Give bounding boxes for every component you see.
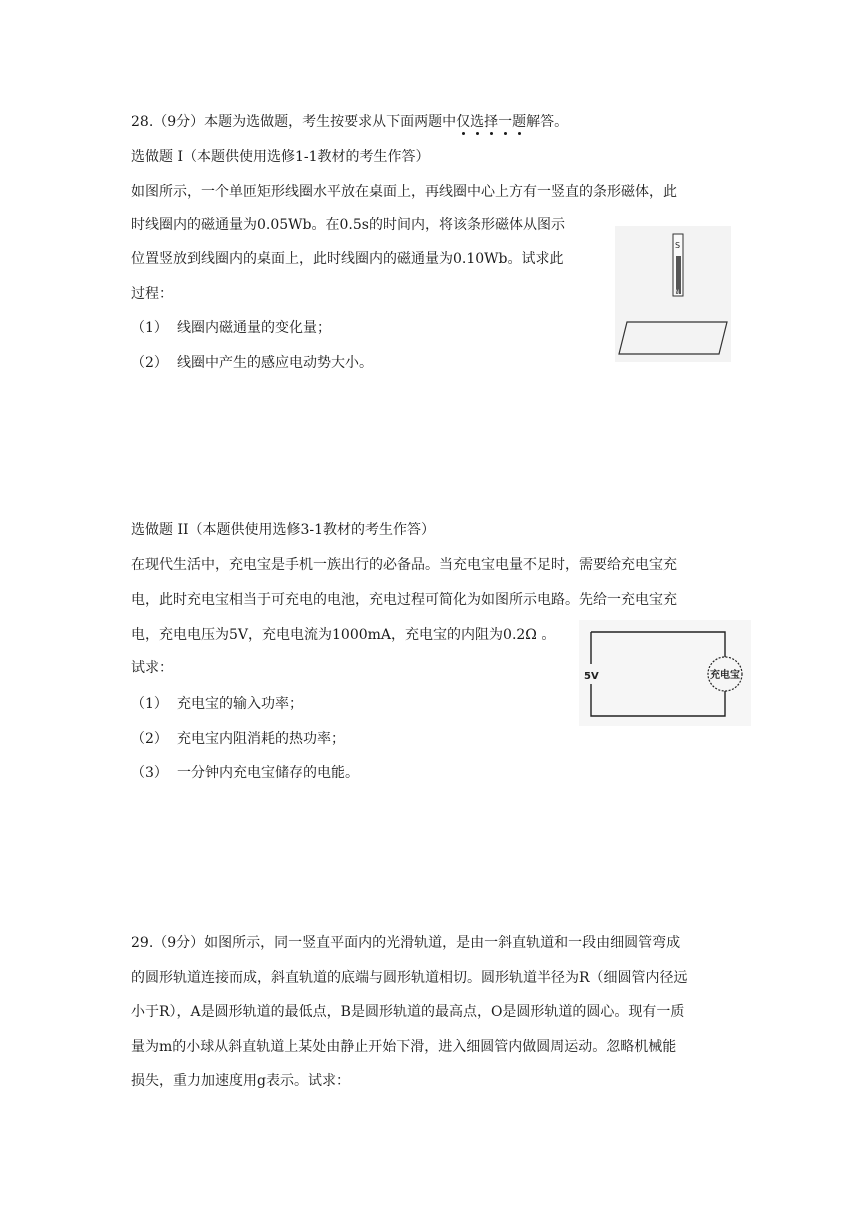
magnet-coil-figure [615,226,731,362]
q28-header-end: 解答。 [526,114,569,130]
q29-line: 小于R），A是圆形轨道的最低点，B是圆形轨道的最高点，O是圆形轨道的圆心。现有一质 [131,1004,685,1020]
item-number: （2） [131,355,168,371]
item-number: （3） [131,765,168,781]
opt2-line: 电，此时充电宝相当于可充电的电池，充电过程可简化为如图所示电路。先给一充电宝充 [131,592,677,608]
item-text: 一分钟内充电宝储存的电能。 [177,765,359,781]
opt2-line: 在现代生活中，充电宝是手机一族出行的必备品。当充电宝电量不足时，需要给充电宝充 [131,557,677,573]
item-text: 充电宝内阻消耗的热功率； [177,731,345,747]
opt1-title: 选做题 I（本题供使用选修1-1教材的考生作答） [131,149,430,165]
item-text: 充电宝的输入功率； [177,696,303,712]
power-bank-label: 充电宝 [710,670,740,681]
emphasis-char: 择 [484,114,499,130]
magnet-s-label: S [675,241,681,250]
opt1-line: 如图所示，一个单匝矩形线圈水平放在桌面上，再线圈中心上方有一竖直的条形磁体，此 [131,184,677,200]
item-number: （1） [131,696,168,712]
opt1-line: 位置竖放到线圈内的桌面上，此时线圈内的磁通量为0.10Wb。试求此 [131,251,564,267]
item-number: （1） [131,320,168,336]
q29-line: 损失，重力加速度用g表示。试求： [131,1073,350,1089]
q29-line: 量为m的小球从斜直轨道上某处由静止开始下滑，进入细圆管内做圆周运动。忽略机械能 [131,1039,677,1055]
opt1-item [131,353,373,373]
voltage-label: 5V [584,671,599,682]
opt2-line: 电，充电电压为5V，充电电流为1000mA，充电宝的内阻为0.2Ω 。 [131,627,556,643]
charging-circuit-figure [579,620,751,726]
opt2-line: 试求： [131,660,173,676]
opt2-item [131,763,359,783]
opt1-line: 过程： [131,286,173,302]
opt2-item [131,729,345,749]
magnet-n-label: N [675,289,680,296]
q28-header [131,112,568,132]
emphasis-char: 一 [498,114,513,130]
emphasis-char: 选 [470,114,485,130]
item-text: 线圈中产生的感应电动势大小。 [177,355,373,371]
emphasis-char: 仅 [456,114,471,130]
opt2-item [131,694,303,714]
q29-line: 29.（9分）如图所示，同一竖直平面内的光滑轨道，是由一斜直轨道和一段由细圆管弯成 [131,935,681,951]
opt1-line: 时线圈内的磁通量为0.05Wb。在0.5s的时间内，将该条形磁体从图示 [131,217,565,233]
q28-header-text: 28.（9分）本题为选做题，考生按要求从下面两题中 [131,114,457,130]
item-text: 线圈内磁通量的变化量； [177,320,331,336]
q28-header-emphasis [456,114,526,130]
opt1-item [131,318,331,338]
item-number: （2） [131,731,168,747]
emphasis-char: 题 [512,114,527,130]
opt2-title: 选做题 II（本题供使用选修3-1教材的考生作答） [131,522,436,538]
q29-line: 的圆形轨道连接而成，斜直轨道的底端与圆形轨道相切。圆形轨道半径为R（细圆管内径远 [131,970,688,986]
